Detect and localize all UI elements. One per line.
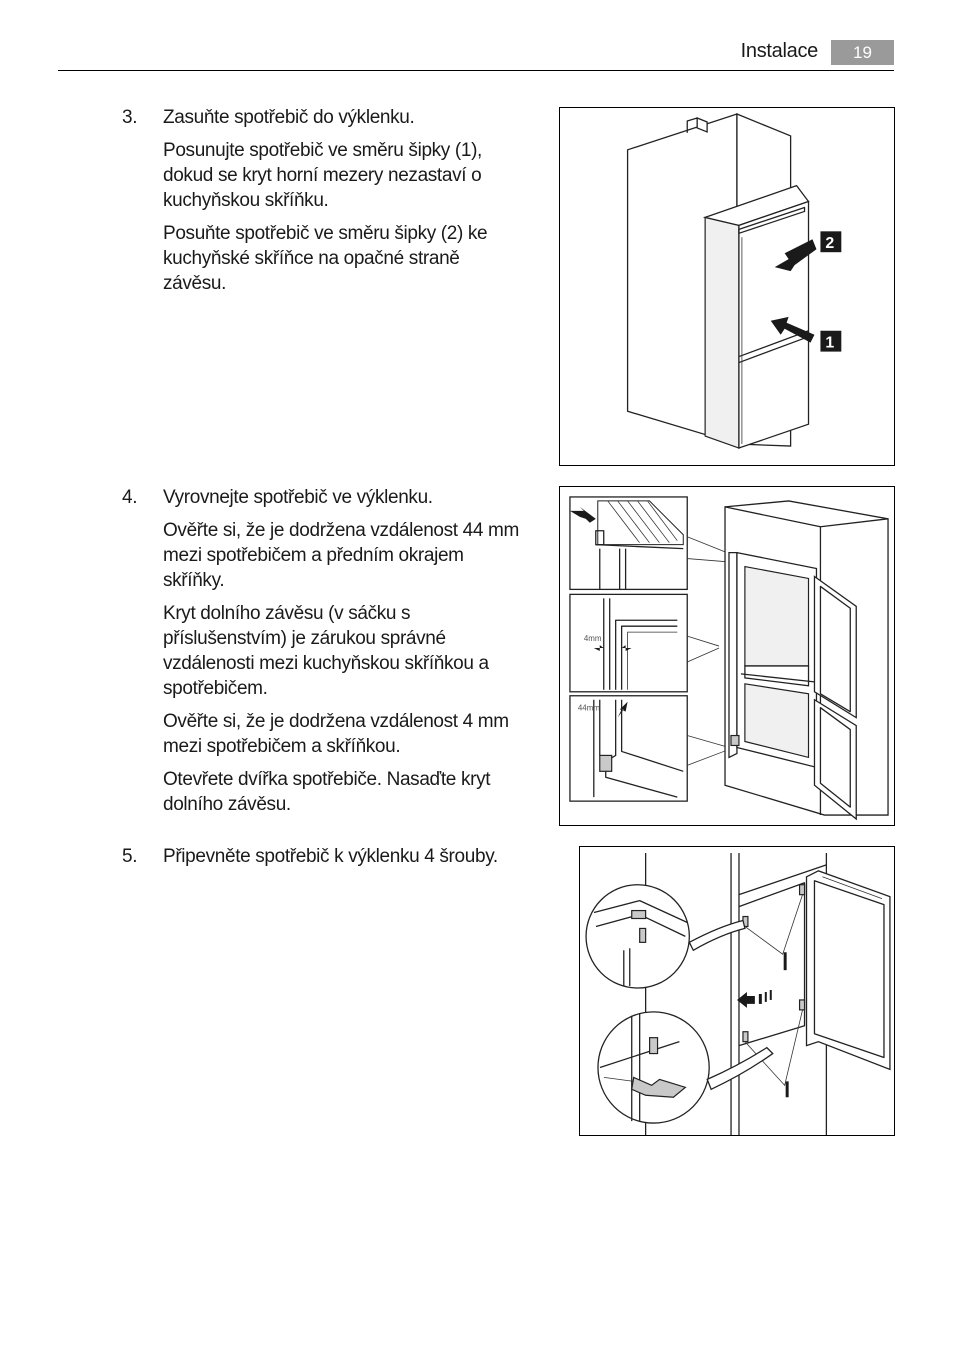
step-paragraph: Posuňte spotřebič ve směru šipky (2) ke kuchyňské skříňce na opačné straně závěsu. (163, 223, 488, 294)
dimension-44mm: 44mm (577, 703, 600, 713)
step-3 (122, 105, 522, 304)
open-door (807, 871, 890, 1070)
step-paragraph: Posunujte spotřebič ve směru šipky (1), dokud se kryt horní mezery nezastaví o kuchyňskou skříňku. (163, 140, 482, 211)
step-number: 3. (122, 107, 138, 128)
step-paragraph: Ověřte si, že je dodržena vzdálenost 4 mm mezi spotřebičem a skříňkou. (163, 711, 509, 757)
step-paragraph: Vyrovnejte spotřebič ve výklenku. (163, 487, 433, 508)
step-paragraph: Zasuňte spotřebič do výklenku. (163, 107, 415, 128)
step-4 (122, 485, 522, 825)
figure-align-appliance (559, 486, 895, 826)
figure-screw-fixing (579, 846, 895, 1136)
direction-arrow-icon (737, 992, 755, 1008)
figure-align-appliance-drawing (560, 487, 894, 825)
step-paragraph: Otevřete dvířka spotřebiče. Nasaďte kryt dolního závěsu. (163, 769, 491, 815)
page-number-badge: 19 (831, 40, 894, 65)
arrow-label-2: 2 (825, 235, 835, 253)
step-number: 4. (122, 487, 138, 508)
figure-insert-appliance-drawing (560, 108, 894, 465)
detail-circle-top (586, 885, 689, 988)
screw-icon (650, 1038, 658, 1054)
figure-screw-fixing-drawing (580, 847, 894, 1135)
appliance-side (705, 217, 739, 448)
screw-icon (743, 885, 805, 1042)
dimension-4mm: 4mm (583, 634, 602, 644)
step-paragraph: Připevněte spotřebič k výklenku 4 šrouby. (163, 846, 498, 867)
appliance-side-edge (729, 553, 737, 758)
screwdriver-marker-icon (784, 952, 787, 970)
step-number: 5. (122, 846, 138, 867)
step-paragraph: Ověřte si, že je dodržena vzdálenost 44 mm mezi spotřebičem a předním okrajem skříňky. (163, 520, 519, 591)
screwdriver-marker-icon (786, 1081, 789, 1097)
step-paragraph: Kryt dolního závěsu (v sáčku s příslušenstvím) je zárukou správné vzdálenosti mezi kuchyňskou skříňkou a spotřebičem. (163, 603, 489, 699)
step-5 (122, 844, 542, 877)
screw-icon (640, 928, 646, 942)
detail-circle-bottom (598, 1012, 709, 1123)
header-rule (58, 70, 894, 71)
figure-insert-appliance (559, 107, 895, 466)
arrow-label-1: 1 (825, 334, 835, 352)
section-title: Instalace (740, 40, 818, 62)
